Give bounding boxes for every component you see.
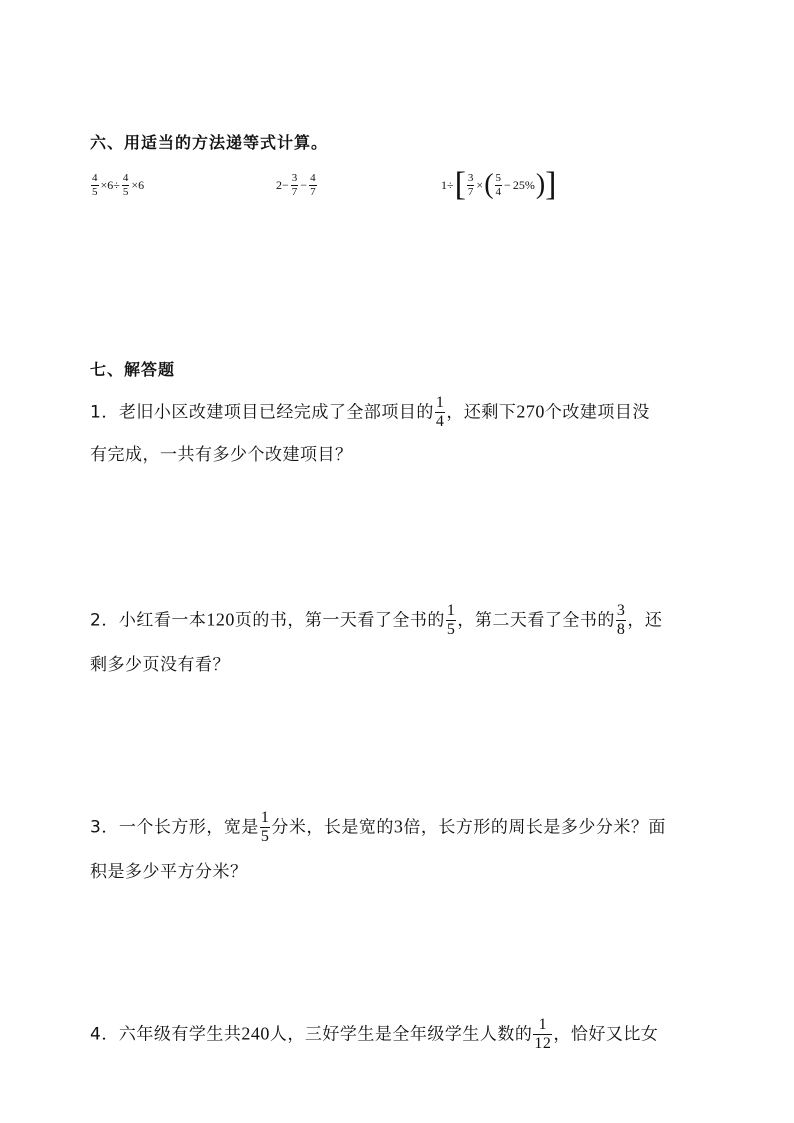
operator: − bbox=[504, 177, 511, 192]
fraction: $\frac{1}{4}$ bbox=[435, 394, 445, 430]
fraction: $\frac{4}{5}$ bbox=[92, 172, 98, 198]
left-bracket: [ bbox=[454, 166, 466, 203]
right-paren: ) bbox=[535, 169, 546, 200]
fraction: $\frac{3}{7}$ bbox=[467, 171, 474, 198]
operator: ×6÷ bbox=[100, 178, 120, 192]
fraction: $\frac{1}{5}$ bbox=[446, 602, 456, 638]
fraction: $\frac{3}{7}$ bbox=[291, 172, 298, 198]
expression-3 bbox=[440, 168, 556, 202]
question-3-line-1: 3．一个长方形，宽是 $\frac{1}{5}$ 分米，长是宽的3倍，长方形的周长是多少分米？面 bbox=[90, 809, 666, 845]
left-paren: ( bbox=[484, 169, 494, 200]
question-2-line-2: 剩多少页没有看？ bbox=[90, 655, 230, 675]
fraction: $\frac{1}{5}$ bbox=[260, 809, 270, 845]
question-4-line-1: 4．六年级有学生共240人，三好学生是全年级学生人数的 $\frac{1}{12}$ ，恰好又比女 bbox=[90, 1016, 659, 1052]
question-2-line-1: 2．小红看一本120页的书，第一天看了全书的 $\frac{1}{5}$ ，第二天看了全书的 $\frac{3}{8}$ ，还 bbox=[90, 602, 663, 638]
operator: − bbox=[300, 178, 308, 192]
operator: × bbox=[476, 177, 484, 192]
fraction: $\frac{4}{7}$ bbox=[310, 172, 316, 198]
expression-2 bbox=[275, 173, 318, 198]
percent-value: 25% bbox=[512, 177, 535, 192]
fraction: $\frac{5}{4}$ bbox=[495, 171, 502, 198]
section-7-heading: 七、解答题 bbox=[90, 360, 176, 379]
fraction: $\frac{4}{5}$ bbox=[122, 172, 129, 198]
question-3-line-2: 积是多少平方分米？ bbox=[90, 862, 248, 882]
question-1-line-1: 1．老旧小区改建项目已经完成了全部项目的 $\frac{1}{4}$ ，还剩下270个改建项目没 bbox=[90, 394, 650, 430]
section-6-heading: 六、用适当的方法递等式计算。 bbox=[90, 133, 329, 152]
fraction: $\frac{1}{12}$ bbox=[534, 1016, 552, 1052]
operator: ×6 bbox=[131, 178, 145, 192]
operator: 1÷ bbox=[441, 177, 454, 192]
question-1-line-2: 有完成，一共有多少个改建项目？ bbox=[90, 445, 353, 465]
expression-1 bbox=[90, 173, 145, 198]
operator: 2− bbox=[276, 178, 289, 192]
fraction: $\frac{3}{8}$ bbox=[616, 602, 626, 638]
right-bracket: ] bbox=[545, 166, 557, 203]
